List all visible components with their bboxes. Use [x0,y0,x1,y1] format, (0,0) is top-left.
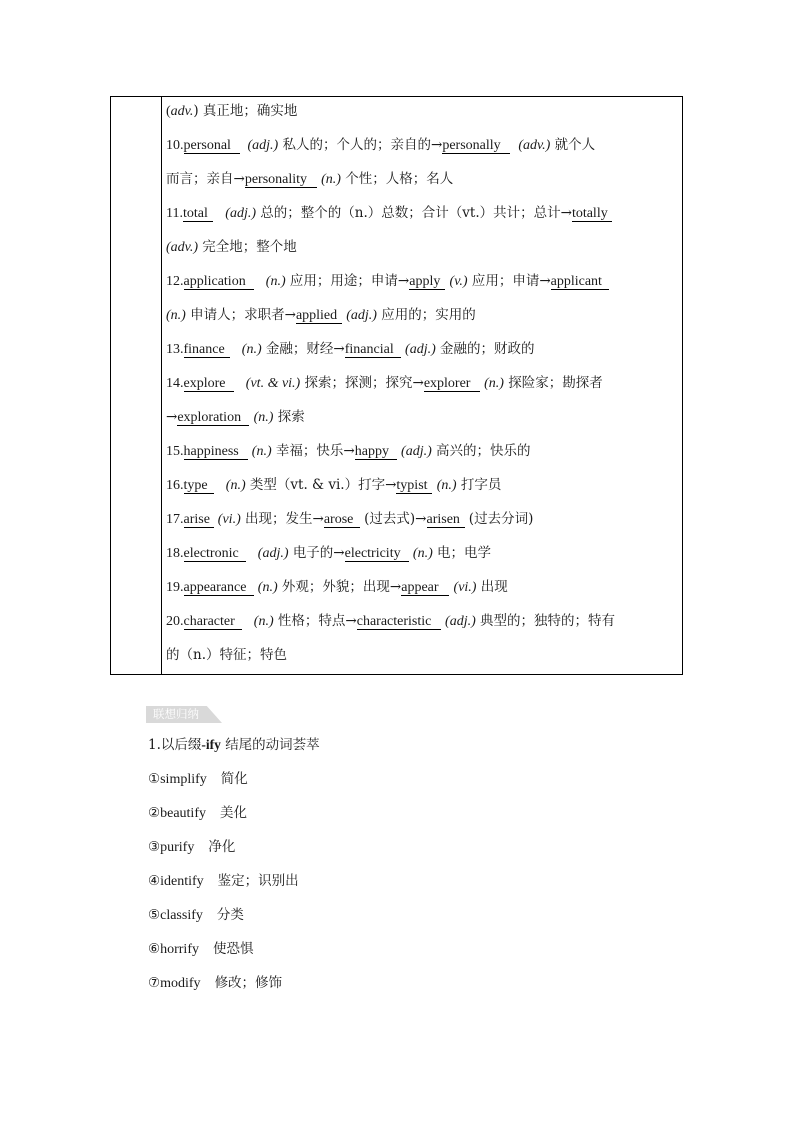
pos-tag: (n.) [253,410,274,425]
meaning: 私人的；个人的；亲自的→ [282,137,443,153]
table-line [166,135,595,155]
entry-number: 12. [166,274,184,289]
pos-tag: (vi.) [453,580,477,595]
table-line [166,577,508,597]
entry-number: 16. [166,478,184,493]
meaning: 应用；申请→ [471,273,551,289]
pos-tag: (n.) [484,376,504,391]
table-line [166,543,491,563]
table-line [166,407,305,427]
table-left-column [111,97,162,674]
meaning: 的（n.）特征；特色 [166,647,287,663]
pos-tag: (n.) [241,342,262,357]
answer-blank: apply [409,274,445,290]
pos-tag: (n.) [412,546,433,561]
answer-blank: arisen [427,512,465,528]
meaning: 申请人；求职者→ [190,307,296,323]
list-item [148,871,299,891]
answer-blank: financial [345,342,401,358]
meaning: 总的；整个的（n.）总数；合计（vt.）共计；总计→ [260,205,572,221]
table-line [166,305,476,325]
answer-blank: explore [184,376,234,392]
answer-blank: applicant [551,274,609,290]
pos-tag: (n.) [257,580,278,595]
meaning: 幸福；快乐→ [275,443,355,459]
meaning: 金融；财经→ [265,341,345,357]
meaning: 金融的；财政的 [440,341,535,357]
answer-blank: arose [324,512,360,528]
item-word: purify [160,840,195,855]
table-line [166,611,615,631]
answer-blank: characteristic [357,614,441,630]
answer-blank: type [184,478,214,494]
meaning: (过去式)→ [364,511,427,527]
answer-blank: finance [184,342,230,358]
item-marker: ⑥ [148,941,161,957]
item-word: classify [160,908,203,923]
pos-tag: (adj.) [401,444,432,459]
table-line [166,237,297,257]
answer-blank: totally [572,206,612,222]
list-item [148,803,247,823]
section-title [148,735,320,755]
answer-blank: personal [184,138,240,154]
title-rest: 结尾的动词荟萃 [225,737,320,753]
meaning: 电；电学 [437,545,492,561]
entry-number: 14. [166,376,184,391]
answer-blank: exploration [177,410,249,426]
meaning: 而言；亲自→ [166,171,245,187]
meaning: 个性；人格；名人 [345,171,454,187]
answer-blank: happiness [184,444,248,460]
pos-tag: (adj.) [346,308,377,323]
table-line [166,509,533,529]
item-meaning: 使恐惧 [213,941,254,957]
meaning: 外观；外貌；出现→ [281,579,402,595]
item-marker: ② [148,805,161,821]
title-prefix: 1.以后缀 [148,737,202,753]
entry-number: 10. [166,138,184,153]
pos-tag: (v.) [449,274,468,289]
title-suffix-term: -ify [201,737,221,752]
pos-tag: (vi.) [217,512,241,527]
item-marker: ⑤ [148,907,161,923]
meaning: 电子的→ [292,545,345,561]
list-item [148,769,248,789]
list-item [148,973,282,993]
meaning: 高兴的；快乐的 [436,443,531,459]
item-marker: ① [148,771,161,787]
item-word: simplify [160,772,207,787]
entry-number: 17. [166,512,184,527]
pos-tag: (n.) [265,274,286,289]
list-item [148,939,254,959]
table-line [166,101,297,121]
pos-tag: (n.) [225,478,246,493]
answer-blank: personality [245,172,317,188]
table-line [166,373,603,393]
entry-number: 20. [166,614,184,629]
answer-blank: appear [401,580,449,596]
pos-tag: (n.) [253,614,274,629]
meaning: 应用的；实用的 [381,307,476,323]
table-line [166,203,612,223]
answer-blank: total [183,206,213,222]
meaning: 应用；用途；申请→ [289,273,410,289]
meaning: 探险家；勘探者 [508,375,603,391]
answer-blank: personally [442,138,510,154]
pos-tag: (adj.) [247,138,279,153]
meaning: ) 真正地；确实地 [193,103,298,119]
meaning: 就个人 [554,137,596,153]
meaning: 出现 [480,579,508,595]
pos-tag: adv. [170,104,194,119]
item-meaning: 简化 [220,771,248,787]
item-meaning: 鉴定；识别出 [217,873,299,889]
meaning: 出现；发生→ [245,511,324,527]
answer-blank: typist [396,478,432,494]
answer-blank: electricity [345,546,409,562]
entry-number: 11. [166,206,183,221]
item-word: identify [160,874,204,889]
item-word: beautify [160,806,206,821]
answer-blank: arise [184,512,214,528]
pos-tag: (vt. & vi.) [245,376,301,391]
table-line [166,441,531,461]
arrow: → [166,409,178,425]
pos-tag: (adj.) [225,206,256,221]
meaning: 探索 [277,409,305,425]
answer-blank: appearance [184,580,254,596]
item-meaning: 分类 [216,907,244,923]
pos-tag: (n.) [436,478,457,493]
table-line [166,645,287,665]
table-line [166,169,453,189]
meaning: 类型（vt. & vi.）打字→ [249,477,397,493]
entry-number: 19. [166,580,184,595]
meaning: 典型的；独特的；特有 [480,613,616,629]
pos-tag: (adv.) [166,240,198,255]
entry-number: 18. [166,546,184,561]
answer-blank: happy [355,444,397,460]
section-tag [146,706,222,723]
pos-tag: (n.) [321,172,341,187]
answer-blank: explorer [424,376,480,392]
item-marker: ⑦ [148,975,161,991]
answer-blank: applied [296,308,342,324]
item-word: modify [160,976,201,991]
pos-tag: (adj.) [257,546,289,561]
item-meaning: 修改；修饰 [214,975,283,991]
item-marker: ④ [148,873,161,889]
pos-tag: (adj.) [445,614,476,629]
answer-blank: character [184,614,242,630]
vocab-table [110,96,683,675]
entry-number: 15. [166,444,184,459]
meaning: 性格；特点→ [277,613,357,629]
tag-label: 联想归纳 [153,707,199,721]
answer-blank: electronic [184,546,246,562]
meaning: (过去分词) [468,511,534,527]
pos-tag: (n.) [251,444,272,459]
meaning: 打字员 [460,477,502,493]
pos-tag: (adv.) [518,138,551,153]
meaning: 完全地；整个地 [202,239,297,255]
pos-tag: (adj.) [405,342,436,357]
list-item [148,905,244,925]
entry-number: 13. [166,342,184,357]
item-meaning: 美化 [219,805,247,821]
list-item [148,837,235,857]
meaning: 探索；探测；探究→ [304,375,424,391]
item-meaning: 净化 [208,839,236,855]
table-line [166,475,501,495]
text: ( [166,104,171,119]
answer-blank: application [184,274,254,290]
item-word: horrify [160,942,199,957]
table-line [166,339,535,359]
pos-tag: (n.) [166,308,186,323]
item-marker: ③ [148,839,161,855]
table-line [166,271,609,291]
